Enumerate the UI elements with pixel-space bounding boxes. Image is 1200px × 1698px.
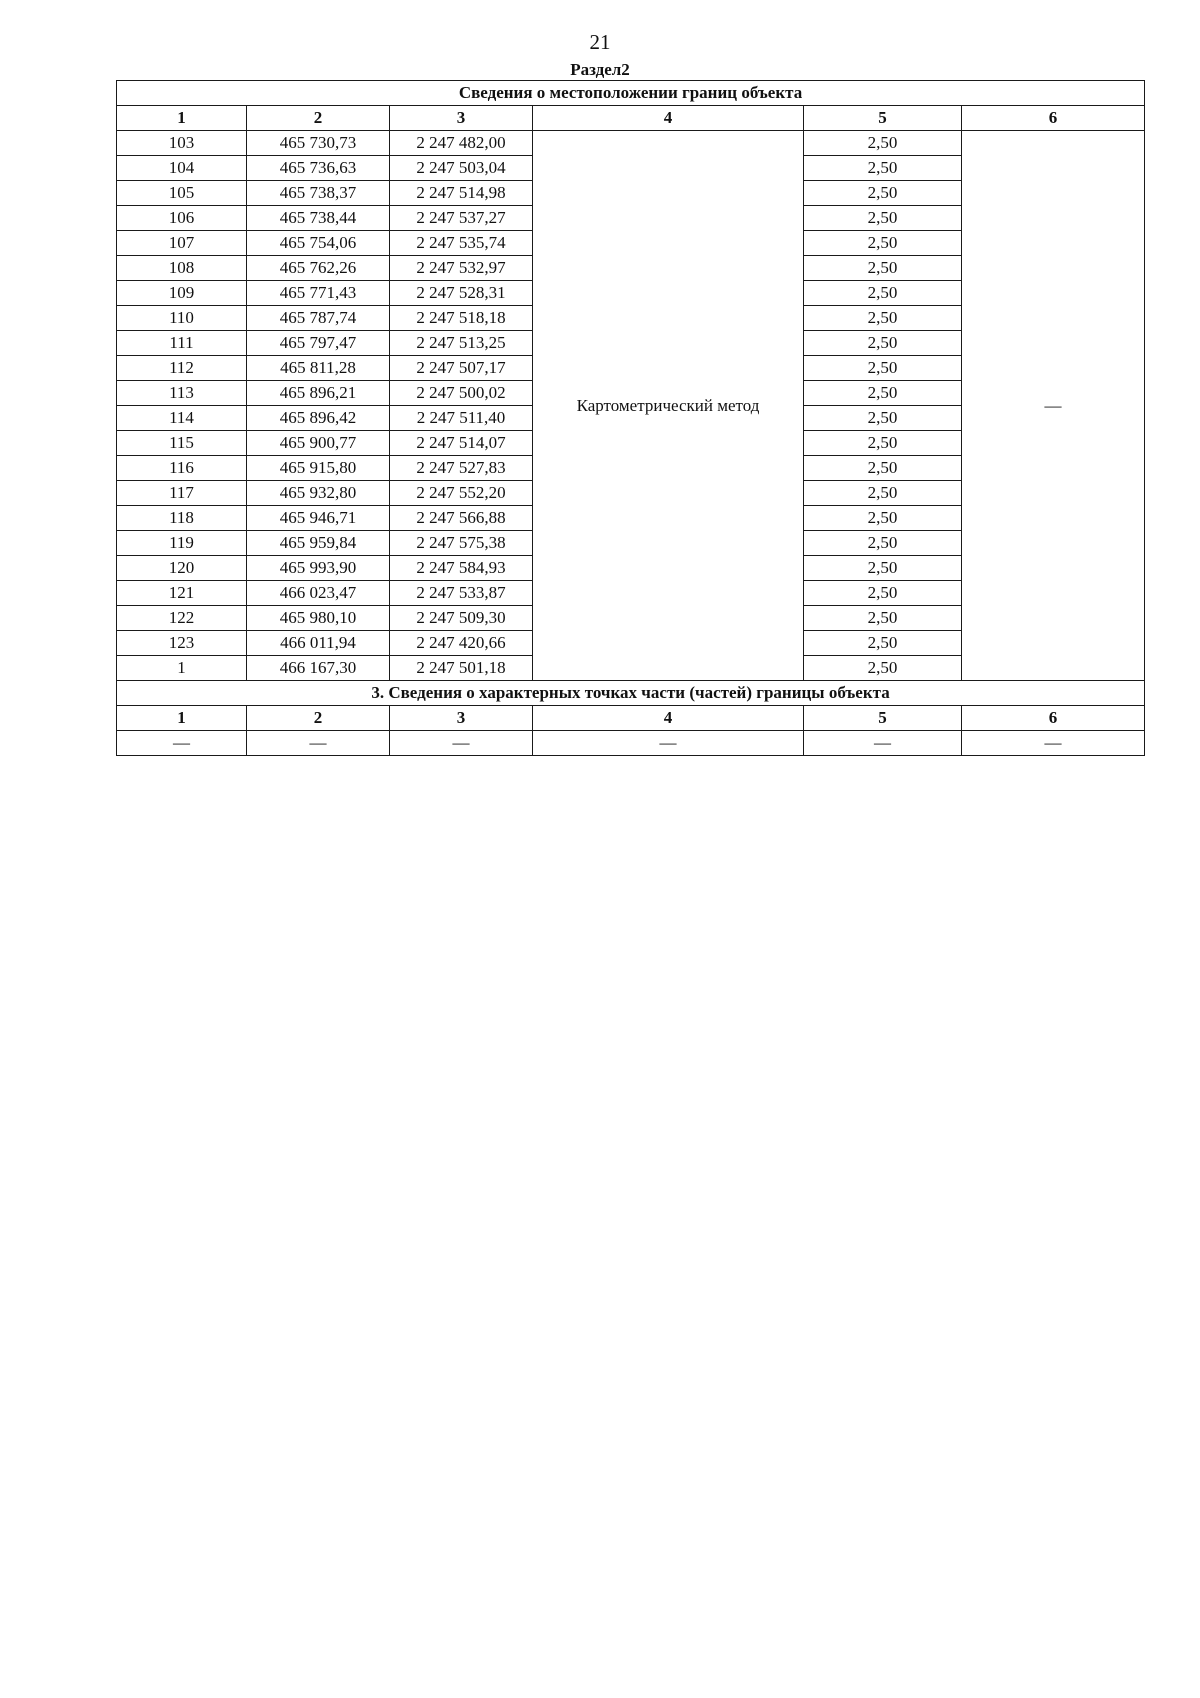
x-coordinate-cell: 465 993,90 — [247, 556, 390, 581]
precision-cell: 2,50 — [804, 281, 962, 306]
method-cell: Картометрический метод — [533, 131, 804, 681]
y-coordinate-cell: 2 247 552,20 — [390, 481, 533, 506]
x-coordinate-cell: 465 771,43 — [247, 281, 390, 306]
x-coordinate-cell: 466 011,94 — [247, 631, 390, 656]
x-coordinate-cell: 465 932,80 — [247, 481, 390, 506]
note-cell: — — [962, 131, 1145, 681]
x-coordinate-cell: 465 762,26 — [247, 256, 390, 281]
point-number-cell: 122 — [117, 606, 247, 631]
precision-cell: 2,50 — [804, 231, 962, 256]
table2-data-cell: — — [804, 731, 962, 756]
page-number: 21 — [589, 30, 611, 54]
boundary-table — [116, 80, 1145, 756]
point-number-cell: 107 — [117, 231, 247, 256]
x-coordinate-cell: 465 811,28 — [247, 356, 390, 381]
precision-cell: 2,50 — [804, 356, 962, 381]
section-title: Раздел2 — [570, 60, 630, 79]
precision-cell: 2,50 — [804, 156, 962, 181]
table1-header-cell: 3 — [390, 106, 533, 131]
precision-cell: 2,50 — [804, 381, 962, 406]
table1-header-cell: 2 — [247, 106, 390, 131]
table2-header-row — [117, 706, 1145, 731]
precision-cell: 2,50 — [804, 256, 962, 281]
point-number-cell: 117 — [117, 481, 247, 506]
table1-header-cell: 1 — [117, 106, 247, 131]
table1-caption-row — [117, 81, 1145, 106]
x-coordinate-cell: 465 896,42 — [247, 406, 390, 431]
point-number-cell: 104 — [117, 156, 247, 181]
precision-cell: 2,50 — [804, 656, 962, 681]
point-number-cell: 111 — [117, 331, 247, 356]
y-coordinate-cell: 2 247 513,25 — [390, 331, 533, 356]
table2-caption-row — [117, 681, 1145, 706]
precision-cell: 2,50 — [804, 481, 962, 506]
point-number-cell: 114 — [117, 406, 247, 431]
table1-header-row — [117, 106, 1145, 131]
point-number-cell: 121 — [117, 581, 247, 606]
x-coordinate-cell: 465 896,21 — [247, 381, 390, 406]
table-row — [117, 131, 1145, 156]
y-coordinate-cell: 2 247 514,98 — [390, 181, 533, 206]
point-number-cell: 120 — [117, 556, 247, 581]
precision-cell: 2,50 — [804, 331, 962, 356]
precision-cell: 2,50 — [804, 306, 962, 331]
precision-cell: 2,50 — [804, 581, 962, 606]
precision-cell: 2,50 — [804, 631, 962, 656]
precision-cell: 2,50 — [804, 181, 962, 206]
y-coordinate-cell: 2 247 518,18 — [390, 306, 533, 331]
x-coordinate-cell: 465 915,80 — [247, 456, 390, 481]
y-coordinate-cell: 2 247 532,97 — [390, 256, 533, 281]
table2-data-cell: — — [533, 731, 804, 756]
x-coordinate-cell: 465 946,71 — [247, 506, 390, 531]
point-number-cell: 1 — [117, 656, 247, 681]
precision-cell: 2,50 — [804, 131, 962, 156]
x-coordinate-cell: 465 797,47 — [247, 331, 390, 356]
table2-data-cell: — — [247, 731, 390, 756]
y-coordinate-cell: 2 247 533,87 — [390, 581, 533, 606]
table1-header-cell: 5 — [804, 106, 962, 131]
x-coordinate-cell: 466 167,30 — [247, 656, 390, 681]
point-number-cell: 118 — [117, 506, 247, 531]
precision-cell: 2,50 — [804, 506, 962, 531]
boundary-table-body — [117, 81, 1145, 756]
point-number-cell: 109 — [117, 281, 247, 306]
point-number-cell: 108 — [117, 256, 247, 281]
precision-cell: 2,50 — [804, 606, 962, 631]
point-number-cell: 119 — [117, 531, 247, 556]
y-coordinate-cell: 2 247 507,17 — [390, 356, 533, 381]
table2-header-cell: 3 — [390, 706, 533, 731]
table2-header-cell: 6 — [962, 706, 1145, 731]
y-coordinate-cell: 2 247 500,02 — [390, 381, 533, 406]
table2-data-cell: — — [962, 731, 1145, 756]
table2-data-cell: — — [390, 731, 533, 756]
point-number-cell: 110 — [117, 306, 247, 331]
x-coordinate-cell: 465 787,74 — [247, 306, 390, 331]
table2-header-cell: 1 — [117, 706, 247, 731]
x-coordinate-cell: 465 980,10 — [247, 606, 390, 631]
y-coordinate-cell: 2 247 537,27 — [390, 206, 533, 231]
point-number-cell: 123 — [117, 631, 247, 656]
point-number-cell: 105 — [117, 181, 247, 206]
table1-header-cell: 6 — [962, 106, 1145, 131]
y-coordinate-cell: 2 247 514,07 — [390, 431, 533, 456]
table2-header-cell: 5 — [804, 706, 962, 731]
point-number-cell: 113 — [117, 381, 247, 406]
precision-cell: 2,50 — [804, 206, 962, 231]
x-coordinate-cell: 465 900,77 — [247, 431, 390, 456]
y-coordinate-cell: 2 247 527,83 — [390, 456, 533, 481]
y-coordinate-cell: 2 247 566,88 — [390, 506, 533, 531]
table-row — [117, 731, 1145, 756]
x-coordinate-cell: 465 754,06 — [247, 231, 390, 256]
y-coordinate-cell: 2 247 482,00 — [390, 131, 533, 156]
precision-cell: 2,50 — [804, 531, 962, 556]
precision-cell: 2,50 — [804, 406, 962, 431]
point-number-cell: 112 — [117, 356, 247, 381]
y-coordinate-cell: 2 247 420,66 — [390, 631, 533, 656]
y-coordinate-cell: 2 247 501,18 — [390, 656, 533, 681]
x-coordinate-cell: 465 959,84 — [247, 531, 390, 556]
table2-data-cell: — — [117, 731, 247, 756]
precision-cell: 2,50 — [804, 431, 962, 456]
y-coordinate-cell: 2 247 575,38 — [390, 531, 533, 556]
table2-header-cell: 4 — [533, 706, 804, 731]
x-coordinate-cell: 466 023,47 — [247, 581, 390, 606]
table1-caption: Сведения о местоположении границ объекта — [117, 81, 1145, 106]
y-coordinate-cell: 2 247 535,74 — [390, 231, 533, 256]
table2-caption: 3. Сведения о характерных точках части (частей) границы объекта — [117, 681, 1145, 706]
point-number-cell: 115 — [117, 431, 247, 456]
point-number-cell: 103 — [117, 131, 247, 156]
table1-header-cell: 4 — [533, 106, 804, 131]
y-coordinate-cell: 2 247 503,04 — [390, 156, 533, 181]
y-coordinate-cell: 2 247 509,30 — [390, 606, 533, 631]
y-coordinate-cell: 2 247 511,40 — [390, 406, 533, 431]
point-number-cell: 106 — [117, 206, 247, 231]
point-number-cell: 116 — [117, 456, 247, 481]
precision-cell: 2,50 — [804, 556, 962, 581]
x-coordinate-cell: 465 738,44 — [247, 206, 390, 231]
x-coordinate-cell: 465 736,63 — [247, 156, 390, 181]
x-coordinate-cell: 465 730,73 — [247, 131, 390, 156]
y-coordinate-cell: 2 247 528,31 — [390, 281, 533, 306]
x-coordinate-cell: 465 738,37 — [247, 181, 390, 206]
y-coordinate-cell: 2 247 584,93 — [390, 556, 533, 581]
table2-header-cell: 2 — [247, 706, 390, 731]
precision-cell: 2,50 — [804, 456, 962, 481]
